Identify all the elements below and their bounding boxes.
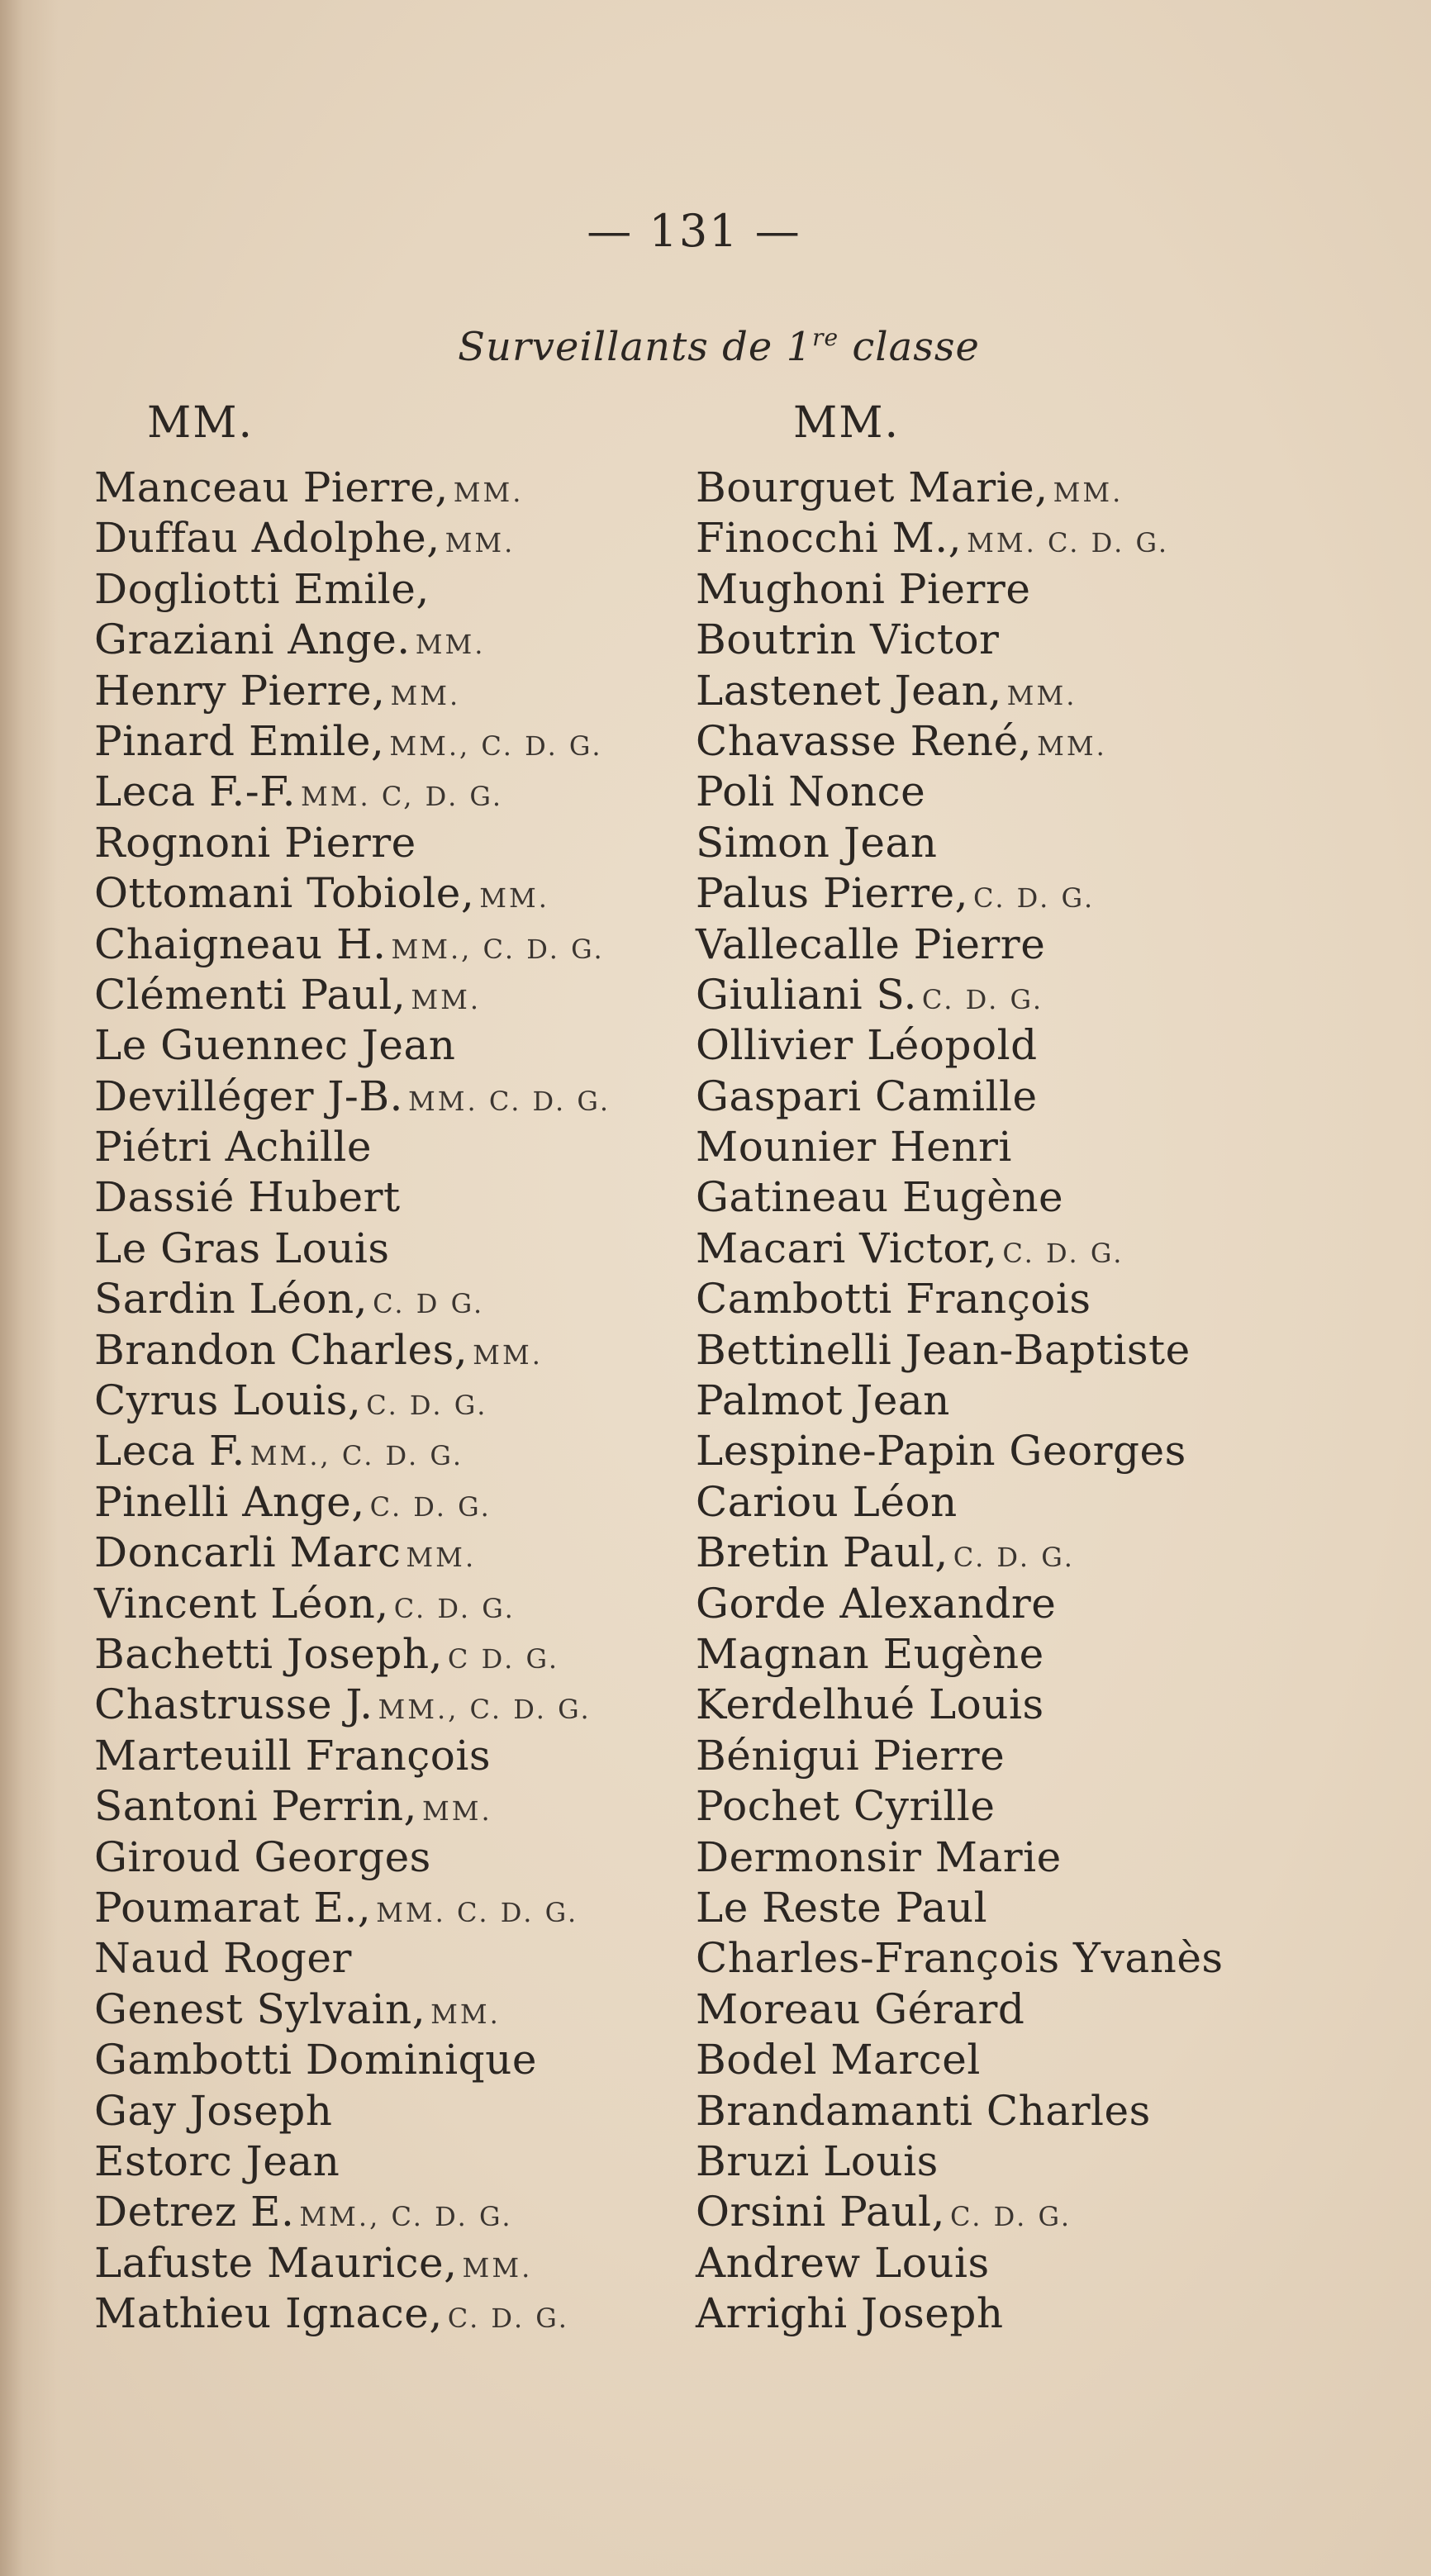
list-item — [696, 615, 1423, 665]
person-name: Brandamanti Charles — [696, 2086, 1151, 2135]
list-item — [696, 1477, 1423, 1528]
list-item — [696, 1172, 1423, 1223]
list-item — [696, 463, 1423, 513]
distinction-abbreviation: MM. — [1037, 730, 1107, 762]
person-name: Arrighi Joseph — [696, 2289, 1004, 2338]
person-name: Vallecalle Pierre — [696, 920, 1046, 968]
person-name: Andrew Louis — [696, 2238, 990, 2287]
person-name: Bruzi Louis — [696, 2136, 939, 2185]
list-item — [696, 564, 1423, 615]
list-item — [94, 1224, 689, 1274]
list-item — [696, 1781, 1423, 1832]
list-item — [696, 513, 1423, 563]
list-item — [94, 1781, 689, 1832]
person-name: Gorde Alexandre — [696, 1579, 1057, 1628]
list-item — [696, 2136, 1423, 2187]
person-name: Sardin Léon, — [94, 1275, 368, 1324]
list-item — [696, 970, 1423, 1020]
distinction-abbreviation: C. D. G. — [1002, 1237, 1124, 1269]
distinction-abbreviation: MM., C. D. G. — [299, 2201, 513, 2233]
list-item — [94, 1528, 689, 1578]
list-item — [94, 716, 689, 767]
person-name: Bretin Paul, — [696, 1528, 948, 1577]
person-name: Lafuste Maurice, — [94, 2238, 458, 2287]
distinction-abbreviation: MM. — [411, 983, 482, 1015]
section-title-superscript: re — [812, 324, 839, 351]
person-name: Cambotti François — [696, 1275, 1091, 1324]
list-item — [696, 818, 1423, 868]
person-name: Estorc Jean — [94, 2136, 340, 2185]
distinction-abbreviation: MM. C. D. G. — [967, 527, 1170, 559]
right-name-list — [696, 463, 1423, 2339]
page-number: — 131 — — [587, 205, 801, 257]
list-item — [94, 1477, 689, 1528]
list-item — [94, 2086, 689, 2136]
person-name: Clémenti Paul, — [94, 970, 406, 1019]
distinction-abbreviation: MM. — [473, 1338, 543, 1371]
person-name: Macari Victor, — [696, 1224, 998, 1272]
distinction-abbreviation: C. D G. — [373, 1288, 485, 1320]
person-name: Pinard Emile, — [94, 716, 385, 765]
person-name: Leca F.-F. — [94, 768, 296, 816]
person-name: Palmot Jean — [696, 1376, 950, 1425]
list-item — [696, 1274, 1423, 1324]
person-name: Bachetti Joseph, — [94, 1629, 443, 1678]
list-item — [94, 1933, 689, 1984]
distinction-abbreviation: MM. — [445, 527, 516, 559]
list-item — [94, 1426, 689, 1476]
person-name: Cariou Léon — [696, 1477, 958, 1526]
person-name: Moreau Gérard — [696, 1984, 1025, 2033]
list-item — [94, 920, 689, 970]
list-item — [696, 1528, 1423, 1578]
list-item — [696, 1832, 1423, 1883]
list-item — [696, 2187, 1423, 2237]
list-item — [94, 564, 689, 615]
person-name: Mounier Henri — [696, 1123, 1012, 1172]
person-name: Cyrus Louis, — [94, 1376, 362, 1425]
list-item — [94, 1832, 689, 1883]
person-name: Piétri Achille — [94, 1123, 372, 1172]
person-name: Chavasse René, — [696, 716, 1033, 765]
list-item — [94, 1579, 689, 1629]
person-name: Manceau Pierre, — [94, 463, 449, 511]
distinction-abbreviation: MM. — [462, 2251, 533, 2284]
list-item — [94, 2288, 689, 2339]
person-name: Rognoni Pierre — [94, 818, 416, 867]
person-name: Chastrusse J. — [94, 1680, 373, 1729]
list-item — [696, 868, 1423, 919]
list-item — [94, 970, 689, 1020]
list-item — [696, 1072, 1423, 1122]
person-name: Orsini Paul, — [696, 2188, 945, 2236]
list-item — [94, 463, 689, 513]
list-item — [696, 716, 1423, 767]
person-name: Charles-François Yvanès — [696, 1934, 1224, 1983]
person-name: Bourguet Marie, — [696, 463, 1048, 511]
list-item — [696, 1883, 1423, 1933]
distinction-abbreviation: MM. — [430, 1998, 501, 2030]
list-item — [696, 666, 1423, 716]
person-name: Lastenet Jean, — [696, 666, 1002, 715]
person-name: Le Guennec Jean — [94, 1021, 456, 1070]
person-name: Gatineau Eugène — [696, 1173, 1064, 1222]
distinction-abbreviation: MM. — [1006, 679, 1077, 711]
list-item — [94, 1325, 689, 1376]
section-title — [0, 324, 1431, 370]
list-item — [696, 1325, 1423, 1376]
person-name: Bénigui Pierre — [696, 1731, 1006, 1780]
distinction-abbreviation: C. D. G. — [921, 983, 1044, 1015]
person-name: Giroud Georges — [94, 1832, 431, 1881]
distinction-abbreviation: C. D. G. — [447, 2303, 569, 2335]
list-item — [696, 1426, 1423, 1476]
list-item — [94, 2035, 689, 2085]
list-item — [696, 2288, 1423, 2339]
person-name: Bodel Marcel — [696, 2036, 981, 2084]
person-name: Henry Pierre, — [94, 666, 386, 715]
person-name: Mughoni Pierre — [696, 564, 1031, 613]
person-name: Gambotti Dominique — [94, 2036, 537, 2084]
list-item — [696, 1984, 1423, 2035]
list-item — [94, 1020, 689, 1071]
person-name: Naud Roger — [94, 1934, 352, 1983]
list-item — [94, 666, 689, 716]
list-item — [94, 1274, 689, 1324]
person-name: Dassié Hubert — [94, 1173, 401, 1222]
person-name: Dogliotti Emile, — [94, 564, 430, 613]
person-name: Boutrin Victor — [696, 615, 1000, 664]
person-name: Leca F. — [94, 1427, 245, 1476]
list-item — [696, 1579, 1423, 1629]
person-name: Finocchi M., — [696, 514, 963, 563]
list-item — [94, 1883, 689, 1933]
distinction-abbreviation: MM. — [415, 629, 486, 661]
list-item — [94, 1376, 689, 1426]
left-column-header: MM. — [147, 398, 254, 448]
person-name: Santoni Perrin, — [94, 1782, 417, 1831]
person-name: Dermonsir Marie — [696, 1832, 1062, 1881]
person-name: Giuliani S. — [696, 970, 917, 1019]
person-name: Gay Joseph — [94, 2086, 333, 2135]
section-title-suffix: classe — [839, 324, 980, 370]
distinction-abbreviation: C. D. G. — [953, 1542, 1075, 1574]
list-item — [696, 1731, 1423, 1781]
person-name: Marteuill François — [94, 1731, 492, 1780]
list-item — [94, 1984, 689, 2035]
list-item — [94, 615, 689, 665]
distinction-abbreviation: MM. — [406, 1542, 477, 1574]
person-name: Magnan Eugène — [696, 1629, 1044, 1678]
section-title-text: Surveillants de 1 — [458, 324, 813, 370]
distinction-abbreviation: MM. C, D. G. — [301, 781, 504, 813]
list-item — [696, 1122, 1423, 1172]
person-name: Doncarli Marc — [94, 1528, 402, 1577]
distinction-abbreviation: C D. G. — [447, 1642, 560, 1675]
list-item — [94, 1629, 689, 1680]
distinction-abbreviation: MM., C. D. G. — [389, 730, 603, 762]
distinction-abbreviation: MM. — [479, 882, 549, 915]
person-name: Bettinelli Jean-Baptiste — [696, 1325, 1191, 1374]
distinction-abbreviation: C. D. G. — [366, 1390, 488, 1422]
list-item — [94, 767, 689, 817]
person-name: Pinelli Ange, — [94, 1477, 365, 1526]
distinction-abbreviation: MM. — [421, 1795, 492, 1827]
distinction-abbreviation: MM. C. D. G. — [376, 1896, 579, 1928]
distinction-abbreviation: C. D. G. — [369, 1490, 492, 1523]
list-item — [94, 2238, 689, 2288]
distinction-abbreviation: MM., C. D. G. — [391, 933, 605, 965]
list-item — [696, 1680, 1423, 1730]
person-name: Simon Jean — [696, 818, 938, 867]
list-item — [696, 767, 1423, 817]
person-name: Lespine-Papin Georges — [696, 1427, 1186, 1476]
person-name: Graziani Ange. — [94, 615, 411, 664]
person-name: Poli Nonce — [696, 768, 926, 816]
list-item — [94, 1122, 689, 1172]
list-item — [696, 1224, 1423, 1274]
left-name-list — [94, 463, 689, 2339]
person-name: Le Reste Paul — [696, 1883, 988, 1932]
distinction-abbreviation: MM. — [1053, 477, 1124, 508]
list-item — [696, 1933, 1423, 1984]
list-item — [94, 1731, 689, 1781]
list-item — [696, 2086, 1423, 2136]
person-name: Kerdelhué Louis — [696, 1680, 1044, 1729]
distinction-abbreviation: C. D. G. — [972, 882, 1096, 915]
list-item — [696, 1629, 1423, 1680]
list-item — [696, 2035, 1423, 2085]
person-name: Mathieu Ignace, — [94, 2289, 443, 2338]
list-item — [94, 2187, 689, 2237]
person-name: Palus Pierre, — [696, 869, 968, 918]
list-item — [94, 1680, 689, 1730]
list-item — [94, 513, 689, 563]
person-name: Devilléger J-B. — [94, 1072, 403, 1120]
list-item — [696, 1020, 1423, 1071]
person-name: Detrez E. — [94, 2188, 295, 2236]
distinction-abbreviation: MM. — [453, 477, 524, 508]
list-item — [94, 2136, 689, 2187]
person-name: Duffau Adolphe, — [94, 514, 440, 563]
person-name: Brandon Charles, — [94, 1325, 468, 1374]
distinction-abbreviation: MM. C. D. G. — [407, 1085, 611, 1117]
person-name: Pochet Cyrille — [696, 1782, 996, 1831]
list-item — [94, 868, 689, 919]
person-name: Ollivier Léopold — [696, 1021, 1038, 1070]
list-item — [94, 1072, 689, 1122]
distinction-abbreviation: C. D. G. — [949, 2201, 1072, 2233]
distinction-abbreviation: C. D. G. — [393, 1592, 516, 1624]
person-name: Gaspari Camille — [696, 1072, 1038, 1120]
distinction-abbreviation: MM. — [390, 679, 461, 711]
person-name: Genest Sylvain, — [94, 1984, 426, 2033]
list-item — [696, 2238, 1423, 2288]
person-name: Le Gras Louis — [94, 1224, 390, 1272]
list-item — [696, 920, 1423, 970]
distinction-abbreviation: MM., C. D. G. — [250, 1440, 464, 1472]
person-name: Poumarat E., — [94, 1883, 372, 1932]
right-column-header: MM. — [793, 398, 901, 448]
list-item — [94, 1172, 689, 1223]
list-item — [94, 818, 689, 868]
person-name: Chaigneau H. — [94, 920, 387, 968]
distinction-abbreviation: MM., C. D. G. — [378, 1694, 592, 1726]
person-name: Vincent Léon, — [94, 1579, 389, 1628]
list-item — [696, 1376, 1423, 1426]
person-name: Ottomani Tobiole, — [94, 869, 475, 918]
